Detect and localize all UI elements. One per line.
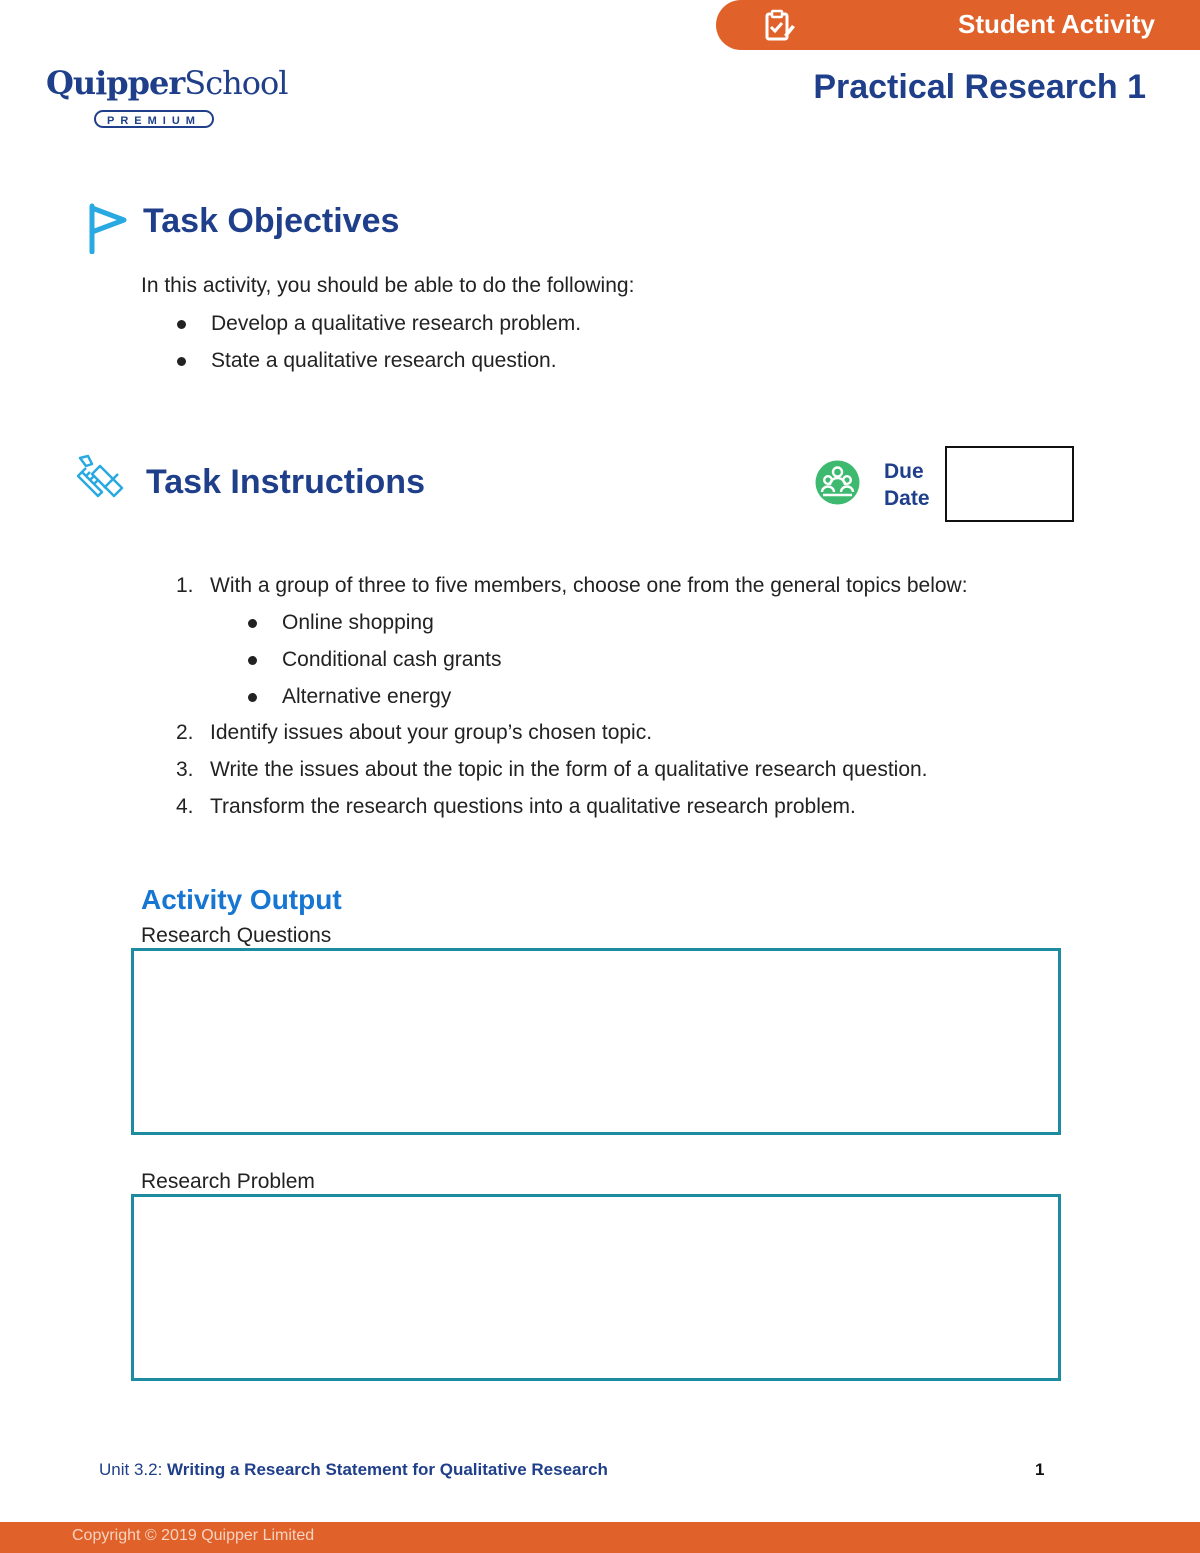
research-problem-field[interactable]: [131, 1194, 1061, 1381]
due-date-field[interactable]: [945, 446, 1074, 522]
step-item: [176, 573, 1076, 720]
instructions-list: [176, 573, 1076, 831]
unit-caption: [99, 1460, 608, 1480]
bullet-icon: [177, 357, 186, 366]
student-activity-label: Student Activity: [958, 9, 1155, 39]
page-number: 1: [1035, 1460, 1045, 1479]
unit-prefix: Unit 3.2:: [99, 1460, 168, 1479]
step-item: [176, 794, 1076, 831]
step-number: 2.: [176, 721, 194, 744]
topic-text: Online shopping: [282, 611, 434, 634]
task-instructions-heading: Task Instructions: [146, 463, 425, 501]
objectives-intro: In this activity, you should be able to do the following:: [141, 274, 635, 297]
step-number: 3.: [176, 758, 194, 781]
due-date-label: [884, 458, 930, 512]
logo-tier-badge: PREMIUM: [94, 110, 214, 128]
step-text: Write the issues about the topic in the form of a qualitative research question.: [210, 758, 928, 781]
step-item: [176, 720, 1076, 757]
topic-text: Alternative energy: [282, 685, 452, 708]
copyright-text: Copyright © 2019 Quipper Limited: [72, 1527, 315, 1544]
step-item: [176, 757, 1076, 794]
bullet-icon: [248, 693, 257, 702]
objective-text: Develop a qualitative research problem.: [211, 312, 582, 335]
due-label-line1: Due: [884, 460, 924, 483]
research-questions-field[interactable]: [131, 948, 1061, 1135]
logo-name-bold: Quipper: [46, 64, 185, 102]
group-icon: [815, 460, 860, 505]
step-number: 1.: [176, 574, 194, 597]
tools-icon: [74, 452, 128, 508]
flag-icon: [86, 202, 130, 254]
quipper-school-logo: [46, 64, 288, 127]
objective-text: State a qualitative research question.: [211, 349, 557, 372]
step-number: 4.: [176, 795, 194, 818]
bullet-icon: [248, 656, 257, 665]
step-text: With a group of three to five members, choose one from the general topics below:: [210, 574, 968, 597]
step-text: Transform the research questions into a qualitative research problem.: [210, 795, 856, 818]
task-objectives-heading: Task Objectives: [143, 202, 400, 240]
step-text: Identify issues about your group’s chosen topic.: [210, 721, 653, 744]
activity-output-heading: Activity Output: [141, 884, 342, 915]
due-label-line2: Date: [884, 487, 930, 510]
research-problem-label: Research Problem: [141, 1170, 315, 1193]
bullet-icon: [177, 320, 186, 329]
subject-title: Practical Research 1: [813, 68, 1146, 106]
clipboard-check-icon: [762, 9, 796, 43]
topic-text: Conditional cash grants: [282, 648, 502, 671]
research-questions-label: Research Questions: [141, 924, 332, 947]
bullet-icon: [248, 619, 257, 628]
unit-title: Writing a Research Statement for Qualitative Research: [167, 1460, 608, 1479]
logo-name-regular: School: [184, 64, 288, 102]
